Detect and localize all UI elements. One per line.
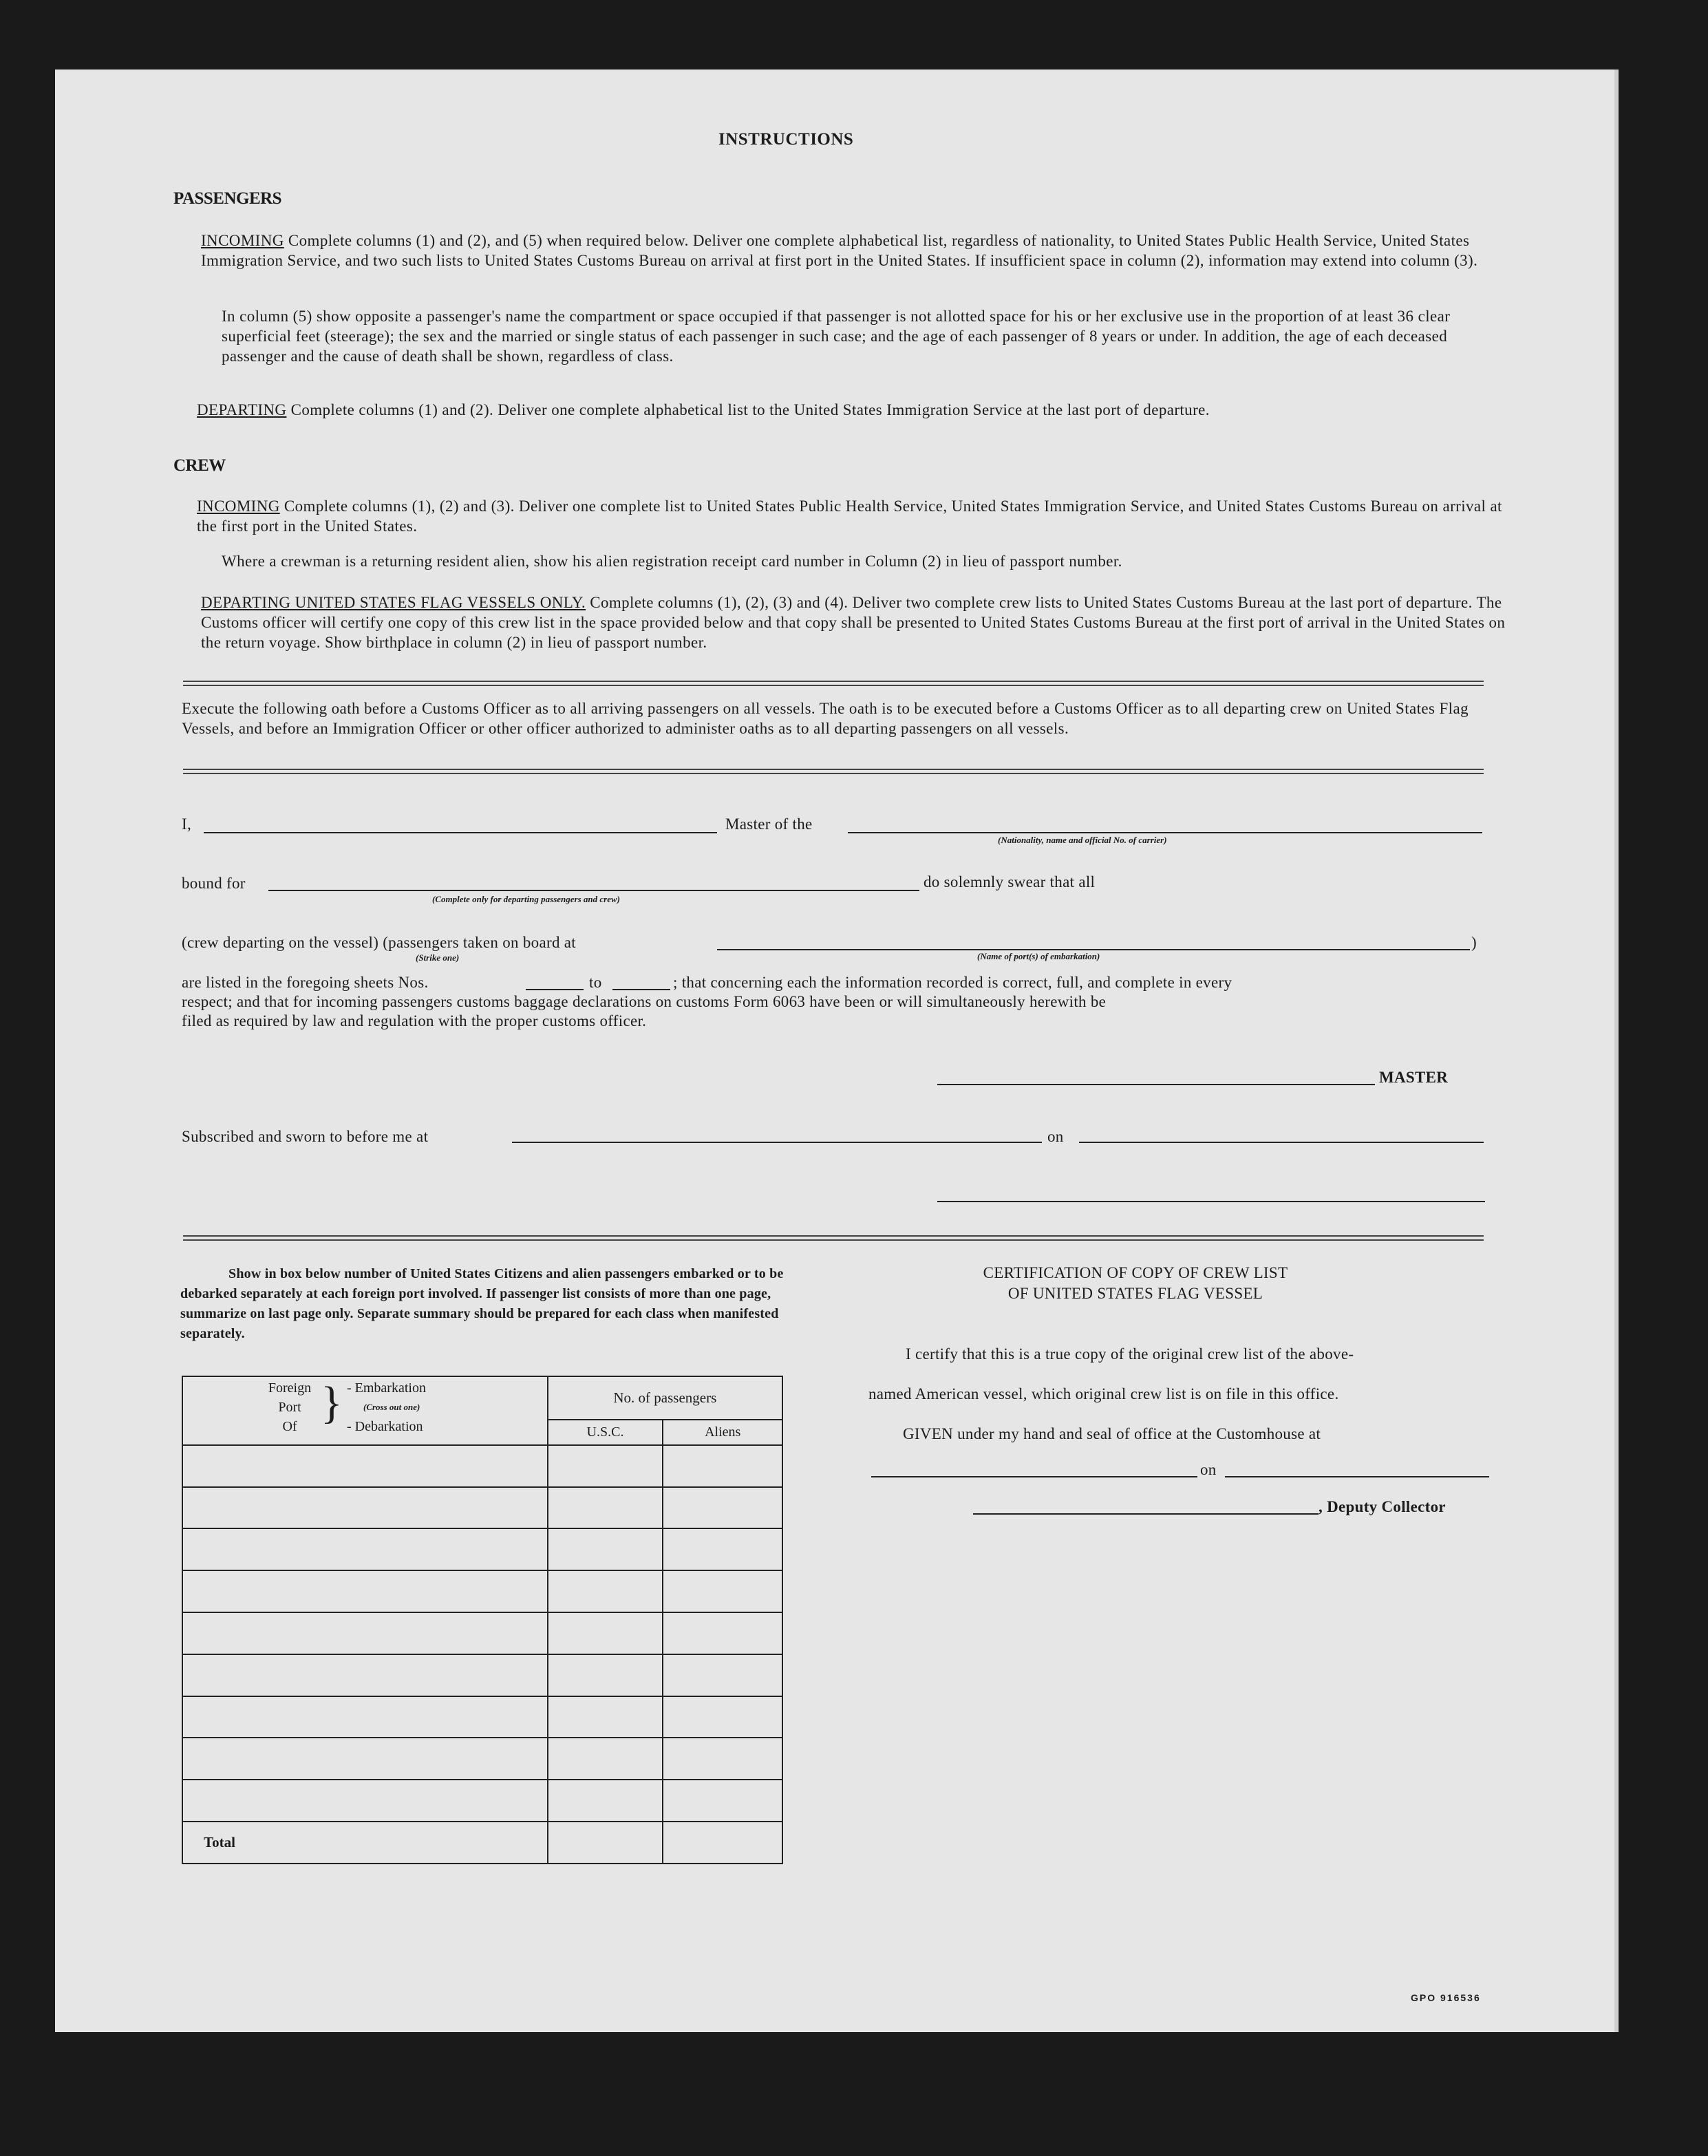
total-label: Total	[182, 1822, 548, 1864]
ports-close-paren: )	[1471, 934, 1477, 951]
embarkation-label: - Embarkation	[347, 1380, 426, 1396]
listed-rest: ; that concerning each the information recorded is correct, full, and complete in every	[673, 974, 1232, 991]
crew-departing-text: Complete columns (1), (2), (3) and (4). Deliver two complete crew lists to United States Customs Bureau at the last port of departure. The Customs officer will certify one copy of this crew list in the space provided below and that copy shall be presented to United States Customs Bureau at the first port of arrival in the United States on the return voyage. Show birthplace in column (2) in lieu of passport number.	[201, 594, 1506, 651]
sworn-on-label: on	[1047, 1128, 1064, 1145]
sheet-from-line[interactable]	[526, 989, 584, 990]
no-passengers-header: No. of passengers	[548, 1376, 782, 1420]
crew-incoming-paragraph	[197, 496, 1504, 536]
port-cell[interactable]	[182, 1528, 548, 1570]
master-signature-line[interactable]	[937, 1084, 1375, 1085]
port-cell[interactable]	[182, 1445, 548, 1487]
passengers-incoming-label: INCOMING	[201, 232, 284, 249]
strike-hint: (Strike one)	[416, 952, 460, 963]
of-label: Of	[282, 1419, 297, 1434]
port-cell[interactable]	[182, 1738, 548, 1780]
aliens-header: Aliens	[663, 1420, 782, 1445]
master-of-label: Master of the	[725, 815, 813, 833]
certification-line-2: named American vessel, which original crew list is on file in this office.	[868, 1385, 1339, 1402]
usc-cell[interactable]	[548, 1445, 663, 1487]
section-divider	[183, 769, 1484, 774]
certification-line-3: GIVEN under my hand and seal of office at the Customhouse at	[903, 1425, 1321, 1442]
passengers-departing-label: DEPARTING	[197, 401, 287, 418]
ports-hint: (Name of port(s) of embarkation)	[977, 951, 1100, 961]
master-name-line[interactable]	[204, 832, 717, 833]
usc-cell[interactable]	[548, 1570, 663, 1612]
carrier-line[interactable]	[848, 832, 1482, 833]
usc-total-cell[interactable]	[548, 1822, 663, 1864]
certification-line-1: I certify that this is a true copy of the original crew list of the above-	[906, 1345, 1354, 1363]
aliens-cell[interactable]	[663, 1570, 782, 1612]
port-header-cell	[182, 1376, 548, 1445]
port-label: Port	[278, 1400, 301, 1415]
aliens-cell[interactable]	[663, 1738, 782, 1780]
port-cell[interactable]	[182, 1487, 548, 1529]
crew-departing-oath-label: (crew departing on the vessel) (passengers taken on board at	[182, 934, 576, 951]
usc-cell[interactable]	[548, 1612, 663, 1654]
subscribed-label: Subscribed and sworn to before me at	[182, 1128, 429, 1145]
footer-code: GPO 916536	[1411, 1992, 1481, 2003]
section-divider	[183, 681, 1484, 686]
ports-line[interactable]	[717, 949, 1470, 950]
aliens-cell[interactable]	[663, 1696, 782, 1738]
document-sheet	[55, 70, 1619, 2032]
to-label: to	[589, 974, 602, 991]
usc-header: U.S.C.	[548, 1420, 663, 1445]
aliens-cell[interactable]	[663, 1780, 782, 1822]
aliens-cell[interactable]	[663, 1654, 782, 1696]
customhouse-line[interactable]	[871, 1476, 1197, 1477]
page-title: INSTRUCTIONS	[718, 130, 854, 149]
usc-cell[interactable]	[548, 1528, 663, 1570]
passengers-departing-text: Complete columns (1) and (2). Deliver one complete alphabetical list to the United States Immigration Service at the last port of departure.	[286, 401, 1210, 418]
port-cell[interactable]	[182, 1570, 548, 1612]
aliens-cell[interactable]	[663, 1612, 782, 1654]
port-cell[interactable]	[182, 1654, 548, 1696]
bound-hint: (Complete only for departing passengers and crew)	[432, 894, 620, 904]
crew-incoming-text: Complete columns (1), (2) and (3). Deliver one complete list to United States Public Health Service, United States Immigration Service, and United States Customs Bureau on arrival at the first port in the United States.	[197, 498, 1502, 535]
cross-out-hint: (Cross out one)	[363, 1402, 420, 1412]
listed-label: are listed in the foregoing sheets Nos.	[182, 974, 429, 991]
passengers-incoming-paragraph	[201, 231, 1508, 270]
passenger-summary-table	[182, 1376, 783, 1864]
usc-cell[interactable]	[548, 1780, 663, 1822]
crew-resident-paragraph: Where a crewman is a returning resident alien, show his alien registration receipt card number in Column (2) in lieu of passport number.	[222, 553, 1122, 570]
foreign-label: Foreign	[268, 1380, 312, 1396]
passengers-incoming-text: Complete columns (1) and (2), and (5) when required below. Deliver one complete alphabetical list, regardless of nationality, to United States Public Health Service, United States Immigration Service, and two such lists to United States Customs Bureau on arrival at first port in the United States. If insufficient space in column (2), information may extend into column (3).	[201, 232, 1478, 269]
aliens-cell[interactable]	[663, 1528, 782, 1570]
passengers-heading: PASSENGERS	[173, 189, 282, 208]
aliens-total-cell[interactable]	[663, 1822, 782, 1864]
deputy-signature-line[interactable]	[973, 1513, 1319, 1515]
port-cell[interactable]	[182, 1780, 548, 1822]
usc-cell[interactable]	[548, 1487, 663, 1529]
listed-line-3: filed as required by law and regulation with the proper customs officer.	[182, 1012, 647, 1029]
usc-cell[interactable]	[548, 1696, 663, 1738]
carrier-hint: (Nationality, name and official No. of carrier)	[998, 835, 1167, 845]
sheet-to-line[interactable]	[612, 989, 670, 990]
usc-cell[interactable]	[548, 1738, 663, 1780]
section-divider	[183, 1235, 1484, 1241]
certification-title-line-1: CERTIFICATION OF COPY OF CREW LIST	[983, 1264, 1288, 1281]
certification-date-line[interactable]	[1225, 1476, 1489, 1477]
port-cell[interactable]	[182, 1612, 548, 1654]
usc-cell[interactable]	[548, 1654, 663, 1696]
swear-label: do solemnly swear that all	[924, 873, 1096, 890]
listed-line-2: respect; and that for incoming passengers customs baggage declarations on customs Form 6063 have been or will simultaneously herewith be	[182, 993, 1107, 1010]
certification-on-label: on	[1200, 1461, 1217, 1478]
oath-i-label: I,	[182, 815, 192, 833]
summary-instruction: Show in box below number of United States Citizens and alien passengers embarked or to be debarked separately at each foreign port involved. If passenger list consists of more than one page, summarize on last page only. Separate summary should be prepared for each class when manifested separately.	[180, 1266, 784, 1341]
aliens-cell[interactable]	[663, 1487, 782, 1529]
passengers-column5-paragraph: In column (5) show opposite a passenger's name the compartment or space occupied if that passenger is not allotted space for his or her exclusive use in the proportion of at least 36 clear superficial feet (steerage); the sex and the married or single status of each passenger in such case; and the age of each passenger of 8 years or under. In addition, the age of each deceased passenger and the cause of death shall be shown, regardless of class.	[222, 308, 1451, 365]
crew-departing-paragraph	[201, 593, 1508, 652]
officer-signature-line[interactable]	[937, 1201, 1485, 1202]
crew-departing-label: DEPARTING UNITED STATES FLAG VESSELS ONLY.	[201, 594, 586, 611]
aliens-cell[interactable]	[663, 1445, 782, 1487]
certification-title-line-2: OF UNITED STATES FLAG VESSEL	[1007, 1285, 1263, 1302]
master-label: MASTER	[1379, 1069, 1449, 1086]
sworn-date-line[interactable]	[1079, 1142, 1484, 1143]
brace-icon: }	[321, 1378, 343, 1428]
passengers-departing-paragraph	[197, 400, 1508, 420]
debarkation-label: - Debarkation	[347, 1419, 423, 1434]
bound-for-line[interactable]	[268, 890, 919, 891]
oath-instruction: Execute the following oath before a Customs Officer as to all arriving passengers on all vessels. The oath is to be executed before a Customs Officer as to all departing crew on United States Flag Vessels, and before an Immigration Officer or other officer authorized to administer oaths as to all departing passengers on all vessels.	[182, 700, 1469, 737]
crew-incoming-label: INCOMING	[197, 498, 280, 515]
port-cell[interactable]	[182, 1696, 548, 1738]
crew-heading: CREW	[173, 456, 226, 475]
deputy-collector-label: , Deputy Collector	[1319, 1498, 1446, 1515]
sworn-place-line[interactable]	[512, 1142, 1042, 1143]
bound-for-label: bound for	[182, 875, 246, 892]
